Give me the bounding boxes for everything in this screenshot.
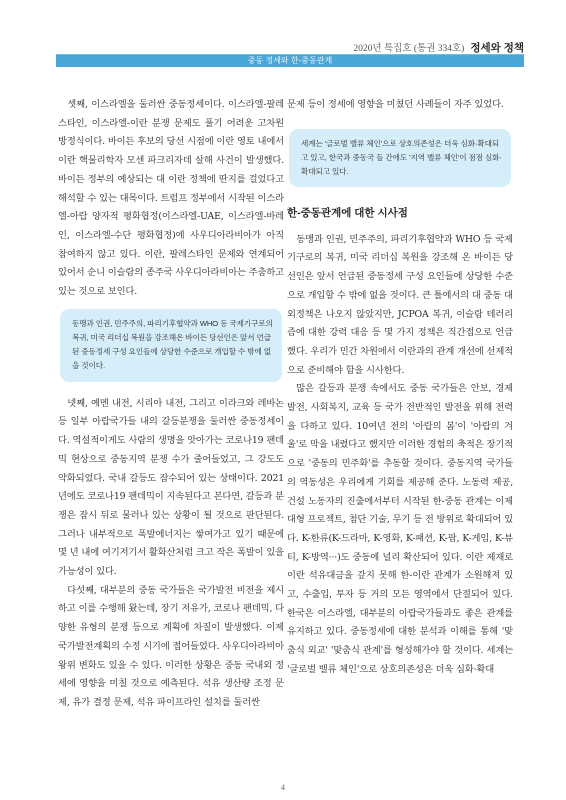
section-title: 정세와 정책 [470, 42, 524, 54]
right-column [287, 96, 513, 680]
paragraph-korea-middle-east: 많은 갈등과 분쟁 속에서도 중동 국가들은 안보, 경제발전, 사회복지, 교육 등 국가 전반적인 발전을 위해 전력을 다하고 있다. 10여년 전의 '아랍의 봄'이 '아랍의 겨울'로 막을 내렸다고 했지만 이러한 경험의 축적은 장기적으로 '중동의 민주화'를 추동할 것이다. 중동지역 국가들의 역동성은 우리에게 기회를 제공해 준다. 노동력 제공, 건설 노동자의 진출에서부터 시작된 한-중동 관계는 이제 대형 프로젝트, 첨단 기술, 무기 등 전 방위로 확대되어 있다. K-한류(K-드라마, K-영화, K-패션, K-팝, K-게임, K-뷰티, K-방역···)도 중동에 널리 확산되어 있다. 이란 제재로 이란 석유대금을 갚지 못해 한-이란 관계가 소원해져 있고, 수출입, 투자 등 거의 모든 영역에서 단절되어 있다. 한국은 이스라엘, 대부분의 아랍국가들과도 좋은 관계를 유지하고 있다. 중동정세에 대한 분석과 이해를 통해 '맞춤식 외교' '맞춤식 관계'를 형성해가야 할 것이다. 세계는 '글로벌 밸류 체인'으로 상호의존성은 더욱 심화·확대 [287, 383, 513, 675]
section-heading-implications: 한-중동관계에 대한 시사점 [287, 206, 408, 219]
issue-number: 2020년 특집호 (통권 334호) [353, 44, 465, 54]
left-column [58, 96, 284, 713]
pull-quote-biden: 동맹과 인권, 민주주의, 파리기후협약과 WHO 등 국제기구로의 복귀, 미국 리더십 복원을 강조해온 바이든 당선인은 앞서 언급된 중동정세 구성 요인들에 상당한 수준으로 개입할 수 밖에 없을 것이다. [60, 309, 282, 382]
pull-quote-value-chain: 세계는 '글로벌 밸류 체인'으로 상호의존성은 더욱 심화·확대되고 있고, 한국과 중동국 들 간에도 '지역 밸류 체인'이 점점 심화·확대되고 있다. [289, 129, 511, 187]
paragraph-biden-policy: 동맹과 인권, 민주주의, 파리기후협약과 WHO 등 국제기구로의 복귀, 미국 리더십 복원을 강조해 온 바이든 당선인은 앞서 언급된 중동정세 구성 요인들에 상당한 수준으로 개입할 수 밖에 없을 것이다. 큰 틀에서의 대 중동 대외정책은 나오지 않았지만, JCPOA 복귀, 이슬람 테러리즘에 대한 강력 대응 등 몇 가지 정책은 직간접으로 언급했다. 우리가 민간 차원에서 이란과의 관계 개선에 선제적으로 준비해야 함을 시사한다. [287, 233, 513, 376]
paragraph-fourth-conflicts: 넷째, 예멘 내전, 시리아 내전, 그리고 이라크와 레바논 등 일부 아랍국가들 내의 갈등분쟁을 둘러싼 중동정세이다. 역설적이게도 사람의 생명을 앗아가는 코로나19 팬데믹 현상으로 중동지역 분쟁 수가 줄어들었고, 그 강도도 약화되었다. 국내 갈등도 잠수되어 있는 상태이다. 2021년에도 코로나19 팬데믹이 지속된다고 본다면, 갈등과 분쟁은 잠시 뒤로 물러나 있는 상황이 될 것으로 판단된다. 그러나 내부적으로 폭발에너지는 쌓여가고 있기 때문에 몇 년 내에 여기저기서 활화산처럼 크고 작은 폭발이 있을 가능성이 있다. [58, 397, 284, 578]
issue-header [353, 40, 524, 55]
paragraph-third-israel: 셋째, 이스라엘을 둘러싼 중동정세이다. 이스라엘-팔레스타인, 이스라엘-이란 분쟁 문제도 풀기 어려운 고차원 방정식이다. 바이든 후보의 당선 시점에 이란 영토 내에서 이란 핵물리학자 모센 파크리자데 살해 사건이 발생했다. 바이든 정부의 예상되는 대 이란 정책에 딴지를 걸었다고 해석할 수 있는 대목이다. 트럼프 정부에서 시작된 이스라엘-아랍 양자적 평화협정(이스라엘-UAE, 이스라엘-바레인, 이스라엘-수단 평화협정)에 사우디아라비아가 아직 참여하지 않고 있다. 이란, 팔레스타인 문제와 연계되어 있어서 순니 이슬람의 종주국 사우디아라비아는 주춤하고 있는 것으로 보인다. [58, 99, 284, 298]
paragraph-continuation: 문제 등이 정세에 영향을 미쳤던 사례들이 자주 있었다. [287, 99, 504, 110]
paragraph-fifth-development: 다섯째, 대부분의 중동 국가들은 국가발전 비전을 제시하고 이를 수행해 왔는데, 장기 저유가, 코로나 팬데믹, 다양한 유형의 분쟁 등으로 계획에 차질이 발생했다. 이제 국가발전계획의 수정 시기에 접어들었다. 사우디아라비아 왕위 변화도 있을 수 있다. 이러한 상황은 중동 국내외 정세에 영향을 미칠 것으로 예측된다. 석유 생산량 조정 문제, 유가 결정 문제, 석유 파이프라인 설치를 둘러싼 [58, 584, 284, 708]
section-band: 중동 정세와 한-중동관계 [56, 55, 524, 67]
page-number: 4 [281, 783, 285, 792]
